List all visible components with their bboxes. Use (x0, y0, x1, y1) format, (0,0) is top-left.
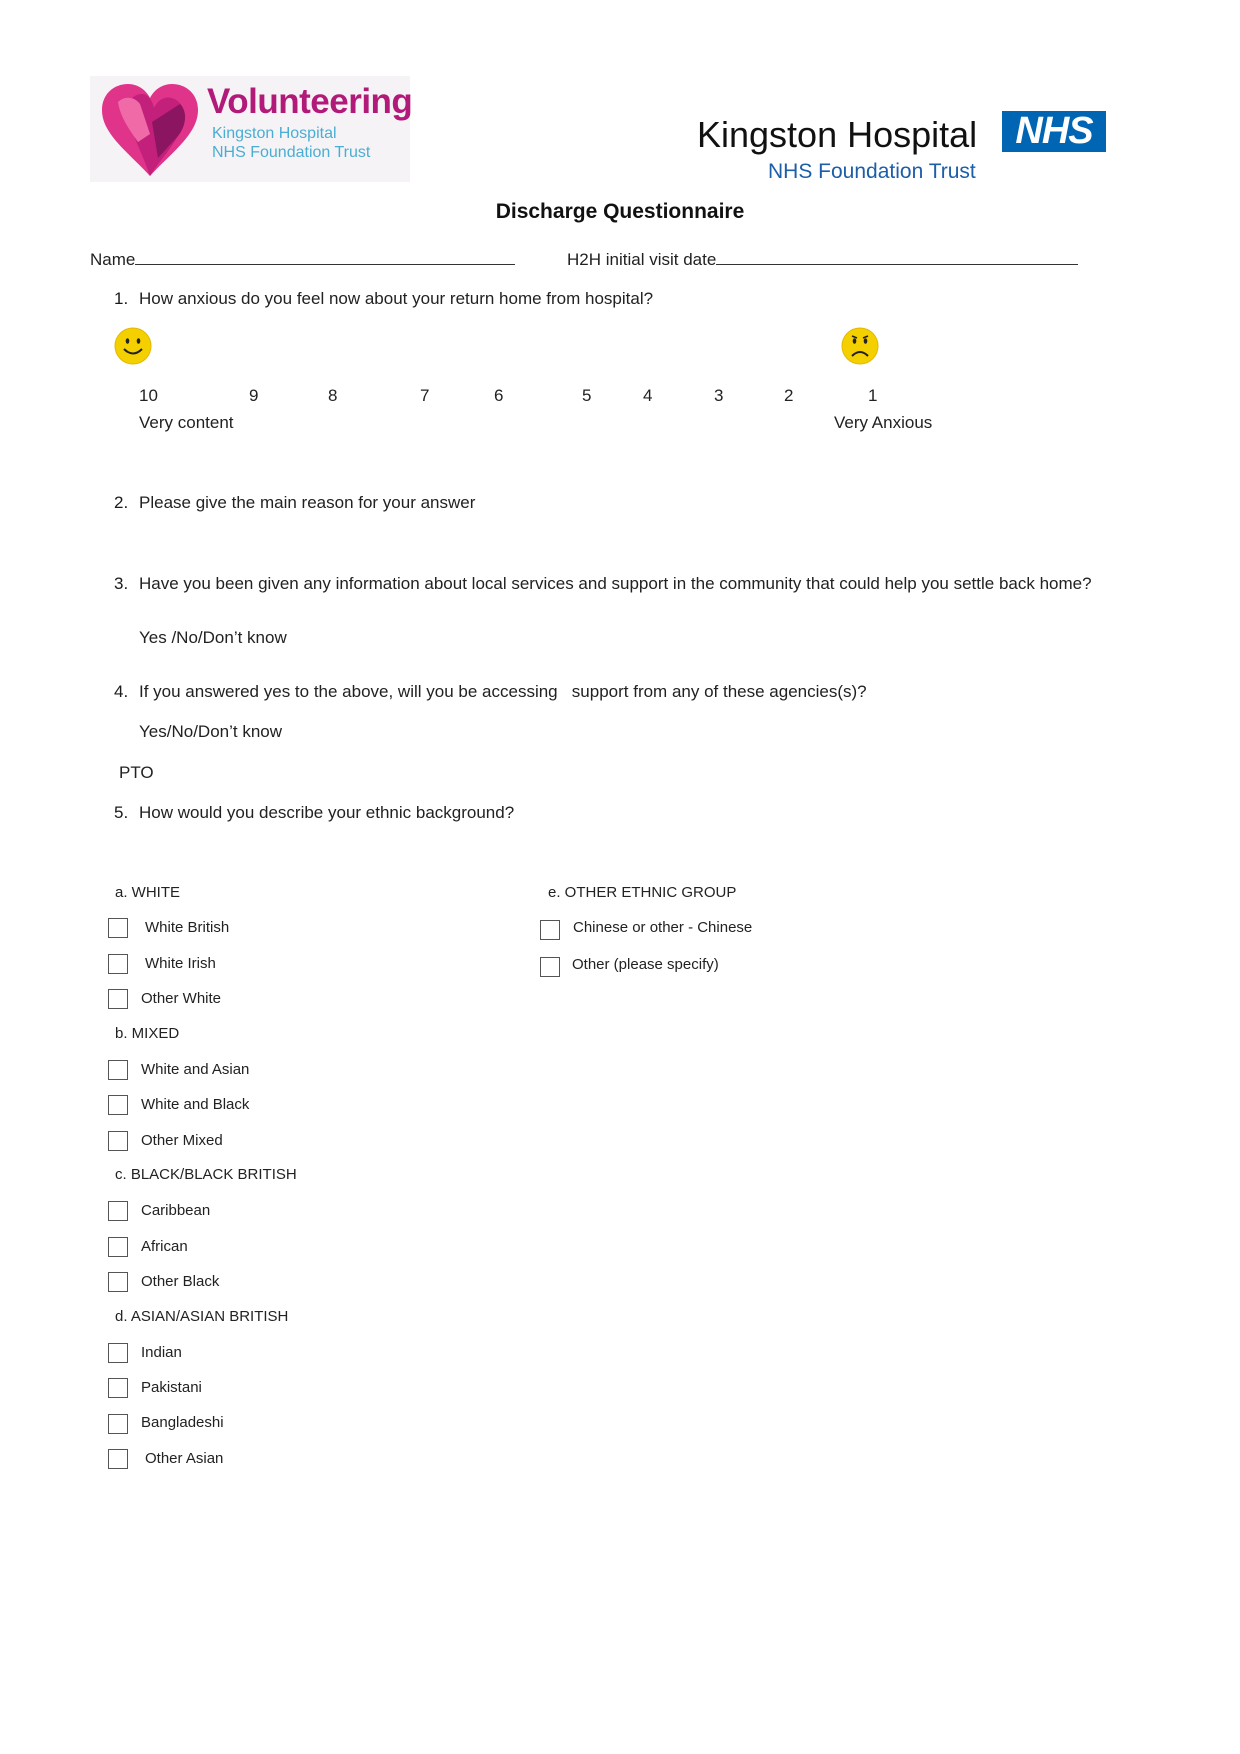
q4-text: If you answered yes to the above, will you be accessing support from any of these agencies(s)? (139, 682, 867, 701)
q3-answer-options[interactable]: Yes /No/Don’t know (139, 628, 287, 647)
q3-number: 3. (114, 574, 129, 593)
option-pakistani-label: Pakistani (141, 1379, 202, 1396)
frowning-face-icon (841, 327, 879, 365)
checkbox-white-and-black[interactable] (108, 1095, 128, 1115)
option-african-label: African (141, 1238, 188, 1255)
option-other-white-label: Other White (141, 990, 222, 1007)
scale-value-6[interactable]: 6 (494, 386, 504, 405)
checkbox-pakistani[interactable] (108, 1378, 128, 1398)
q1-text: How anxious do you feel now about your return home from hospital? (139, 289, 654, 308)
q2-text: Please give the main reason for your answer (139, 493, 476, 512)
pto-label: PTO (119, 763, 154, 782)
option-white-and-black-label: White and Black (141, 1096, 250, 1113)
visit-date-field[interactable] (567, 248, 1078, 270)
q1-number: 1. (114, 289, 129, 308)
name-input-line[interactable] (135, 248, 515, 265)
checkbox-white-irish[interactable] (108, 954, 128, 974)
option-other-please-specify-label: Other (please specify) (572, 956, 719, 973)
nhs-foundation-trust-label: NHS Foundation Trust (768, 160, 976, 183)
q5-text: How would you describe your ethnic background? (139, 803, 515, 822)
scale-value-9[interactable]: 9 (249, 386, 259, 405)
option-white-irish-label: White Irish (145, 955, 216, 972)
option-indian-label: Indian (141, 1344, 182, 1361)
scale-value-1[interactable]: 1 (868, 386, 878, 405)
scale-value-3[interactable]: 3 (714, 386, 724, 405)
checkbox-other-black[interactable] (108, 1272, 128, 1292)
scale-value-7[interactable]: 7 (420, 386, 430, 405)
checkbox-other-please-specify[interactable] (540, 957, 560, 977)
scale-low-label: Very content (139, 413, 234, 432)
kingston-hospital-name: Kingston Hospital (697, 114, 978, 155)
scale-value-2[interactable]: 2 (784, 386, 794, 405)
checkbox-other-mixed[interactable] (108, 1131, 128, 1151)
volunteering-subtitle-trust: NHS Foundation Trust (212, 144, 371, 161)
group-black-heading: c. BLACK/BLACK BRITISH (115, 1166, 297, 1183)
scale-value-5[interactable]: 5 (582, 386, 592, 405)
scale-value-4[interactable]: 4 (643, 386, 653, 405)
checkbox-other-asian[interactable] (108, 1449, 128, 1469)
option-other-mixed-label: Other Mixed (141, 1132, 223, 1149)
smiley-face-icon (114, 327, 152, 365)
scale-value-10[interactable]: 10 (139, 386, 158, 405)
checkbox-white-british[interactable] (108, 918, 128, 938)
scale-value-8[interactable]: 8 (328, 386, 338, 405)
option-caribbean-label: Caribbean (141, 1202, 211, 1219)
checkbox-white-and-asian[interactable] (108, 1060, 128, 1080)
checkbox-chinese[interactable] (540, 920, 560, 940)
group-other-heading: e. OTHER ETHNIC GROUP (548, 884, 737, 901)
q4-answer-options[interactable]: Yes/No/Don’t know (139, 722, 283, 741)
q5-number: 5. (114, 803, 129, 822)
option-bangladeshi-label: Bangladeshi (141, 1414, 224, 1431)
q3-text: Have you been given any information about local services and support in the community that could help you settle back home? (139, 574, 1092, 593)
page-title: Discharge Questionnaire (495, 200, 745, 223)
option-other-black-label: Other Black (141, 1273, 220, 1290)
volunteering-wordmark: Volunteering (207, 82, 413, 121)
checkbox-african[interactable] (108, 1237, 128, 1257)
option-white-british-label: White British (145, 919, 230, 936)
checkbox-bangladeshi[interactable] (108, 1414, 128, 1434)
checkbox-caribbean[interactable] (108, 1201, 128, 1221)
heart-logo-icon (98, 82, 202, 178)
volunteering-logo (90, 76, 413, 182)
q2-number: 2. (114, 493, 129, 512)
nhs-logo (1002, 111, 1106, 152)
checkbox-indian[interactable] (108, 1343, 128, 1363)
name-field[interactable] (90, 248, 515, 270)
nhs-logo-text: NHS (1015, 110, 1093, 152)
checkbox-other-white[interactable] (108, 989, 128, 1009)
option-chinese-label: Chinese or other - Chinese (573, 919, 753, 936)
group-mixed-heading: b. MIXED (115, 1025, 180, 1042)
group-white-heading: a. WHITE (115, 884, 181, 901)
q4-number: 4. (114, 682, 129, 701)
scale-high-label: Very Anxious (834, 413, 933, 432)
option-white-and-asian-label: White and Asian (141, 1061, 250, 1078)
volunteering-subtitle-hospital: Kingston Hospital (212, 125, 337, 142)
visit-date-label: H2H initial visit date (567, 250, 717, 269)
option-other-asian-label: Other Asian (145, 1450, 224, 1467)
visit-date-input-line[interactable] (716, 248, 1078, 265)
group-asian-heading: d. ASIAN/ASIAN BRITISH (115, 1308, 289, 1325)
name-label: Name (90, 250, 136, 269)
